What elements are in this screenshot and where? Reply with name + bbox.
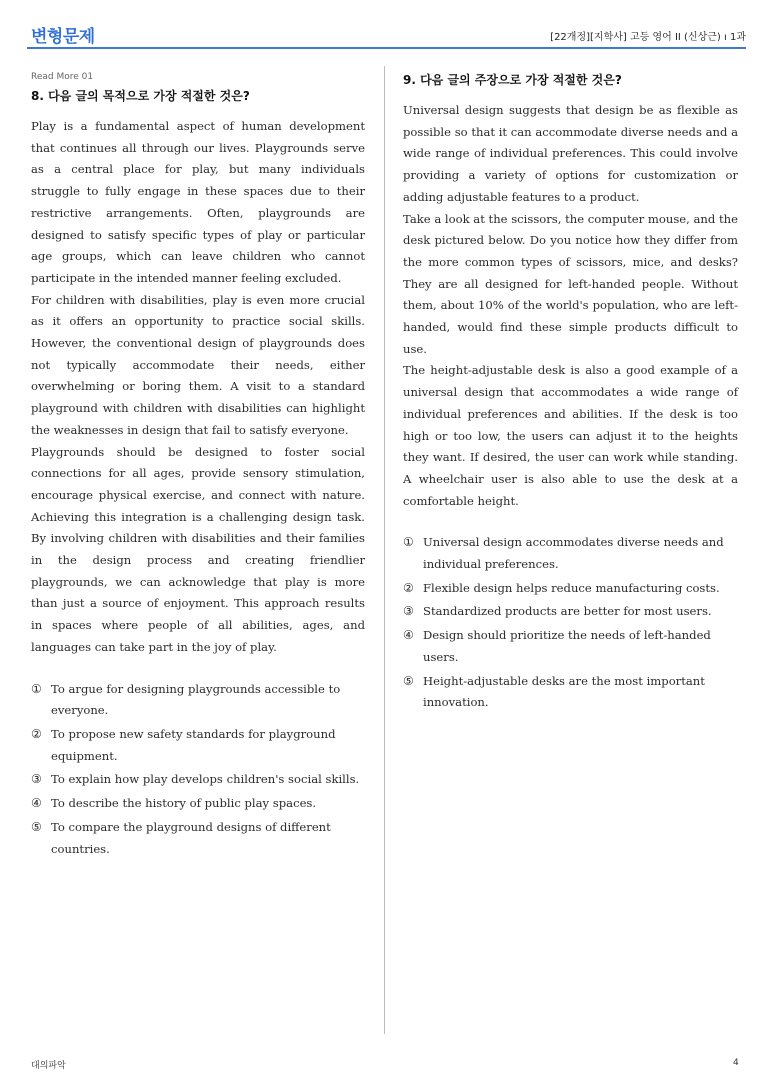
question-9-options: [403, 532, 738, 714]
option-number: ②: [403, 580, 414, 595]
option-3[interactable]: [31, 769, 365, 791]
option-number: ①: [403, 535, 414, 550]
question-8-options: [31, 679, 365, 861]
passage-paragraph: Take a look at the scissors, the computer mouse, and the desk pictured below. Do you notice how they differ from the more common types of scissors, mice, and desks? They are all designed for left-handed people. Without them, about 10% of the world's population, who are left-handed, would find these simple products difficult to use.: [403, 211, 738, 356]
option-5[interactable]: [403, 671, 738, 714]
read-more-label: Read More 01: [31, 72, 94, 82]
option-number: ⑤: [31, 819, 42, 834]
passage-paragraph: Playgrounds should be designed to foster social connections for all ages, provide sensory stimulation, encourage physical exercise, and connect with nature. Achieving this integration is a challenging design task. By involving children with disabilities and their families in the design process and creating friendlier playgrounds, we can acknowledge that play is more than just a source of enjoyment. This approach results in spaces where people of all abilities, ages, and languages can take part in the joy of play.: [31, 444, 365, 654]
option-number: ③: [31, 772, 42, 787]
passage-paragraph: The height-adjustable desk is also a good example of a universal design that accommodates a wide range of individual preferences and abilities. If the desk is too high or too low, the users can adjust it to the heights they want. If desired, the user can work while standing. A wheelchair user is also able to use the desk at a comfortable height.: [403, 363, 738, 508]
header-title: 변형문제: [31, 27, 95, 47]
option-text: To describe the history of public play spaces.: [51, 796, 317, 811]
option-text: Flexible design helps reduce manufacturing costs.: [423, 580, 720, 595]
footer-section-label: 대의파악: [31, 1061, 66, 1071]
header-divider: [27, 47, 746, 49]
option-number: ④: [403, 628, 414, 643]
option-1[interactable]: [31, 679, 365, 722]
option-number: ③: [403, 604, 414, 619]
option-4[interactable]: [403, 625, 738, 668]
option-text: Standardized products are better for most users.: [423, 604, 712, 619]
question-9-passage: [403, 100, 738, 512]
option-text: Universal design accommodates diverse needs and individual preferences.: [423, 535, 724, 572]
passage-paragraph: Play is a fundamental aspect of human development that continues all through our lives. Playgrounds serve as a central place for play, but many individuals struggle to fully engage in these spaces due to their restrictive arrangements. Often, playgrounds are designed to satisfy specific types of play or particular age groups, which can leave children who cannot participate in the intended manner feeling excluded.: [31, 119, 365, 285]
option-number: ⑤: [403, 673, 414, 688]
question-8-title: 8. 다음 글의 목적으로 가장 적절한 것은?: [31, 89, 250, 103]
page-number: 4: [733, 1058, 739, 1068]
option-text: To argue for designing playgrounds accessible to everyone.: [51, 681, 341, 718]
column-divider: [384, 66, 385, 1034]
option-4[interactable]: [31, 793, 365, 815]
option-number: ②: [31, 726, 42, 741]
option-text: To propose new safety standards for playground equipment.: [51, 726, 336, 763]
option-number: ④: [31, 796, 42, 811]
option-text: Design should prioritize the needs of left-handed users.: [423, 628, 711, 664]
option-3[interactable]: [403, 601, 738, 623]
option-2[interactable]: [403, 578, 738, 600]
left-column: [31, 66, 365, 862]
passage-paragraph: Universal design suggests that design be as flexible as possible so that it can accommodate diverse needs and a wide range of individual preferences. This could involve providing a variety of options for customization or adding adjustable features to a product.: [403, 103, 738, 204]
option-1[interactable]: [403, 532, 738, 575]
header-textbook-info: [22개정][지학사] 고등 영어 II (신상근) ı 1과: [550, 32, 746, 43]
question-9-title: 9. 다음 글의 주장으로 가장 적절한 것은?: [403, 73, 622, 87]
page-header: [31, 20, 746, 50]
option-number: ①: [31, 681, 42, 696]
option-text: To explain how play develops children's social skills.: [51, 772, 360, 787]
option-5[interactable]: [31, 817, 365, 860]
question-8-passage: [31, 116, 365, 659]
option-text: Height-adjustable desks are the most important innovation.: [423, 673, 705, 710]
right-column: [403, 66, 738, 716]
passage-paragraph: For children with disabilities, play is even more crucial as it offers an opportunity to practice social skills. However, the conventional design of playgrounds does not typically accommodate their needs, either overwhelming or boring them. A visit to a standard playground with children with disabilities can highlight the weaknesses in design that fail to satisfy everyone.: [31, 292, 365, 437]
option-2[interactable]: [31, 724, 365, 767]
option-text: To compare the playground designs of different countries.: [51, 819, 331, 856]
